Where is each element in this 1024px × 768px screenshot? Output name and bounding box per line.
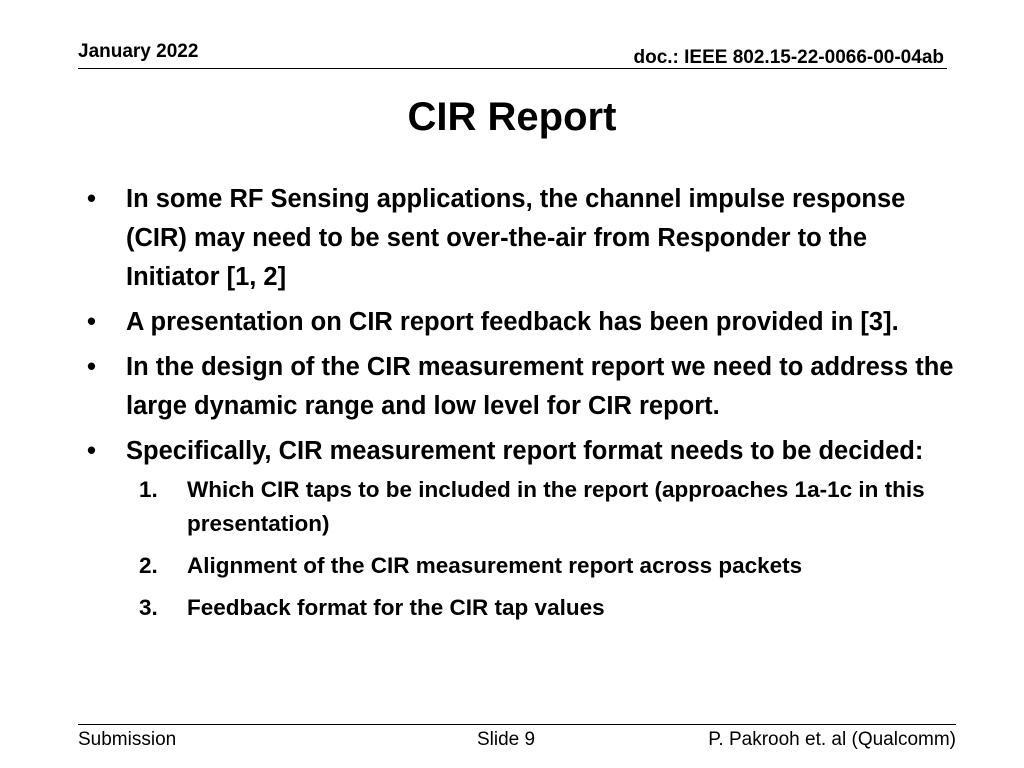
item-number: 3. — [139, 595, 158, 620]
item-text: Which CIR taps to be included in the report (approaches 1a-1c in this presentation) — [187, 477, 925, 536]
bullet-text: In some RF Sensing applications, the channel impulse response (CIR) may need to be sent over-the-air from Responder to the Initiator [1, 2] — [126, 185, 906, 291]
numbered-item — [126, 549, 958, 583]
header-date: January 2022 — [78, 41, 199, 62]
footer-slide-number: Slide 9 — [477, 729, 536, 750]
bullet-item — [78, 432, 958, 625]
numbered-item — [126, 591, 958, 625]
footer-authors: P. Pakrooh et. al (Qualcomm) — [708, 729, 956, 750]
footer-submission: Submission — [78, 729, 177, 750]
footer-divider — [78, 724, 956, 725]
item-number: 2. — [139, 553, 158, 578]
header-divider — [78, 68, 947, 69]
bullet-item — [78, 303, 958, 342]
bullet-icon: • — [87, 353, 96, 381]
bullet-icon: • — [87, 308, 96, 336]
item-number: 1. — [139, 477, 158, 502]
numbered-sublist — [126, 473, 958, 625]
bullet-text: In the design of the CIR measurement report we need to address the large dynamic range and low level for CIR report. — [126, 353, 954, 420]
bullet-text: Specifically, CIR measurement report format needs to be decided: — [126, 437, 924, 465]
header-doc-id: doc.: IEEE 802.15-22-0066-00-04ab — [633, 47, 944, 68]
bullet-item — [78, 348, 958, 426]
item-text: Feedback format for the CIR tap values — [187, 595, 605, 620]
bullet-text: A presentation on CIR report feedback has been provided in [3]. — [126, 308, 899, 336]
bullet-list — [78, 180, 958, 633]
slide-title: CIR Report — [407, 95, 617, 139]
item-text: Alignment of the CIR measurement report across packets — [187, 553, 803, 578]
numbered-item — [126, 473, 958, 541]
bullet-item — [78, 180, 958, 297]
bullet-icon: • — [87, 437, 96, 465]
bullet-icon: • — [87, 185, 96, 213]
